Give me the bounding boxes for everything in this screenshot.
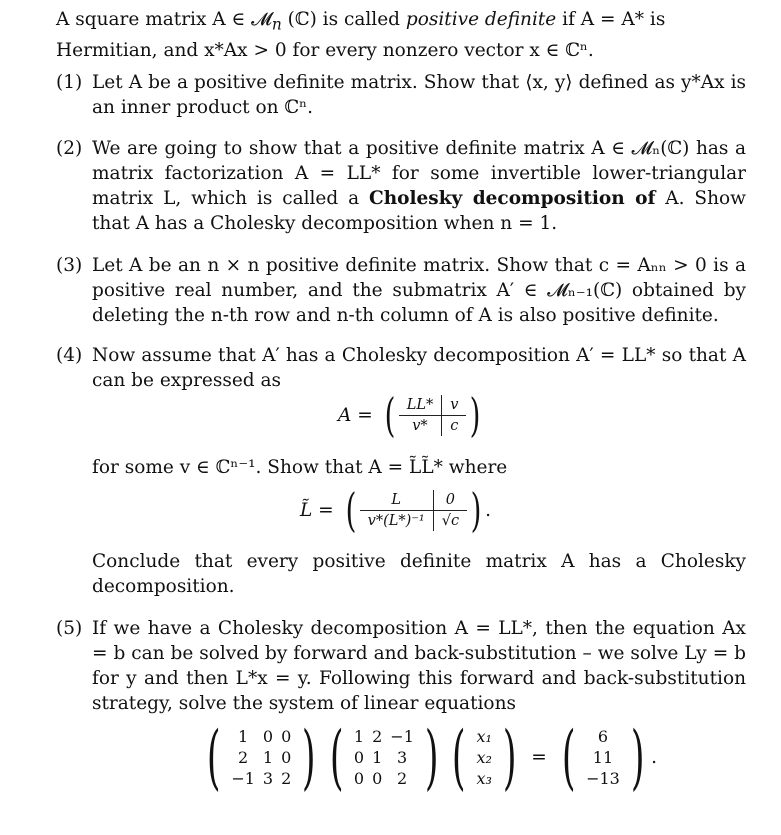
block-tr: v (442, 395, 466, 416)
linear-system (200, 716, 658, 798)
left-paren: ( (329, 716, 344, 798)
left-paren: ( (384, 388, 396, 442)
block-tr: 0 (434, 490, 467, 511)
matrix-u-entry: 3 (396, 747, 408, 767)
item-2-text-a: We are going to show that a positive definite matrix A ∈ 𝓜ₙ(ℂ) has a matrix factorization A = LL* for some invertible lower-triangular matrix L, which is called a (92, 138, 746, 209)
vector-b-entry: 11 (592, 747, 614, 767)
block-matrix-a (399, 395, 467, 436)
intro-italic-term: positive definite (405, 9, 557, 30)
item-4-text2: for some v ∈ ℂⁿ⁻¹. Show that A = L̃L̃* where (92, 457, 508, 478)
eq-l-end: . (485, 499, 491, 521)
right-paren: ) (424, 716, 439, 798)
matrix-u-entry: 2 (372, 726, 383, 746)
matrix-u-entry: −1 (390, 726, 414, 746)
item-1-text: Let A be a positive definite matrix. Show that ⟨x, y⟩ defined as y*Ax is an inner product on ℂⁿ. (92, 72, 746, 118)
block-br: c (450, 417, 459, 434)
intro-text-c: if A = A* is Hermitian, and x*Ax > 0 for every nonzero vector x ∈ ℂⁿ. (56, 9, 666, 61)
matrix-l-entry: −1 (231, 768, 255, 788)
matrix-u (350, 726, 418, 789)
item-1-number: (1) (56, 72, 83, 93)
item-5 (56, 616, 746, 716)
block-br: √c (441, 512, 460, 529)
vector-b (582, 726, 624, 789)
equals-sign: = (531, 746, 547, 768)
item-3 (56, 253, 746, 328)
vector-b-entry: −13 (586, 768, 620, 788)
item-4-conclusion (56, 549, 746, 599)
matrix-l-entry: 2 (281, 768, 292, 788)
item-4-number: (4) (56, 345, 83, 366)
matrix-l-entry: 3 (262, 768, 274, 788)
right-paren: ) (302, 716, 316, 798)
item-1 (56, 70, 746, 120)
block-tl: L (360, 490, 434, 511)
right-paren: ) (502, 716, 517, 798)
item-3-text: Let A be an n × n positive definite matrix. Show that c = Aₙₙ > 0 is a positive real number, and the submatrix A′ ∈ 𝓜ₙ₋₁(ℂ) obtained by deleting the n-th row and n-th column of A is also positive definite. (92, 255, 746, 326)
item-4 (56, 343, 746, 393)
matrix-u-entry: 1 (353, 726, 365, 746)
vector-x-entry: x₁ (476, 726, 492, 746)
matrix-l-entry: 1 (262, 747, 274, 767)
left-paren: ( (452, 716, 466, 798)
vector-x-entry: x₂ (476, 747, 492, 767)
item-4-text3: Conclude that every positive definite matrix A has a Cholesky decomposition. (92, 551, 746, 597)
item-2-text-b: A. Show that A has a Cholesky decomposition when n = 1. (92, 188, 746, 234)
intro-paragraph: A square matrix A ∈ 𝓜$_n$ (ℂ) is called positive definite if A = A* is Hermitian, and x*Ax > 0 for every nonzero vector x ∈ ℂⁿ. (56, 9, 666, 61)
matrix-l-entry: 0 (281, 726, 292, 746)
matrix-l-entry: 2 (238, 747, 249, 767)
item-2 (56, 136, 746, 236)
matrix-u-entry: 1 (372, 747, 383, 767)
block-bl: v* (399, 416, 443, 436)
matrix-u-entry: 2 (396, 768, 408, 788)
vector-x-entry: x₃ (476, 768, 492, 788)
block-bl: v*(L*)⁻¹ (360, 511, 434, 531)
item-5-number: (5) (56, 618, 83, 639)
item-5-text: If we have a Cholesky decomposition A = LL*, then the equation Ax = b can be solved by forward and back-substitution – we solve Ly = b for y and then L*x = y. Following this forward and back-substitution strategy, solve the system of linear equations (92, 618, 746, 714)
eq-a-lhs: A = (338, 404, 373, 426)
left-paren: ( (206, 716, 221, 798)
matrix-l (227, 726, 295, 789)
matrix-u-entry: 0 (372, 768, 383, 788)
equation-l-block (300, 483, 491, 537)
item-2-body (92, 136, 746, 236)
block-matrix-l (360, 490, 467, 531)
block-tl: LL* (399, 395, 443, 416)
vector-x (473, 726, 496, 789)
item-2-number: (2) (56, 138, 83, 159)
left-paren: ( (561, 716, 576, 798)
matrix-l-entry: 0 (262, 726, 274, 746)
eq-l-lhs: L̃ = (300, 499, 334, 521)
right-paren: ) (470, 388, 481, 442)
item-3-number: (3) (56, 255, 83, 276)
right-paren: ) (470, 483, 482, 537)
matrix-l-entry: 0 (281, 747, 292, 767)
intro-text-a: A square matrix A ∈ 𝓜 (56, 9, 272, 30)
item-4-text: Now assume that A′ has a Cholesky decomposition A′ = LL* so that A can be expressed as (92, 345, 746, 391)
intro-text-b: (ℂ) is called (287, 9, 400, 30)
item-2-bold-term: Cholesky decomposition of (369, 188, 656, 209)
equation-a-block (338, 388, 484, 442)
matrix-u-entry: 0 (353, 768, 365, 788)
left-paren: ( (345, 483, 357, 537)
item-4-continued (56, 455, 746, 480)
matrix-l-entry: 1 (238, 726, 249, 746)
right-paren: ) (630, 716, 645, 798)
vector-b-entry: 6 (597, 726, 609, 746)
system-end: . (651, 746, 658, 768)
matrix-u-entry: 0 (353, 747, 365, 767)
